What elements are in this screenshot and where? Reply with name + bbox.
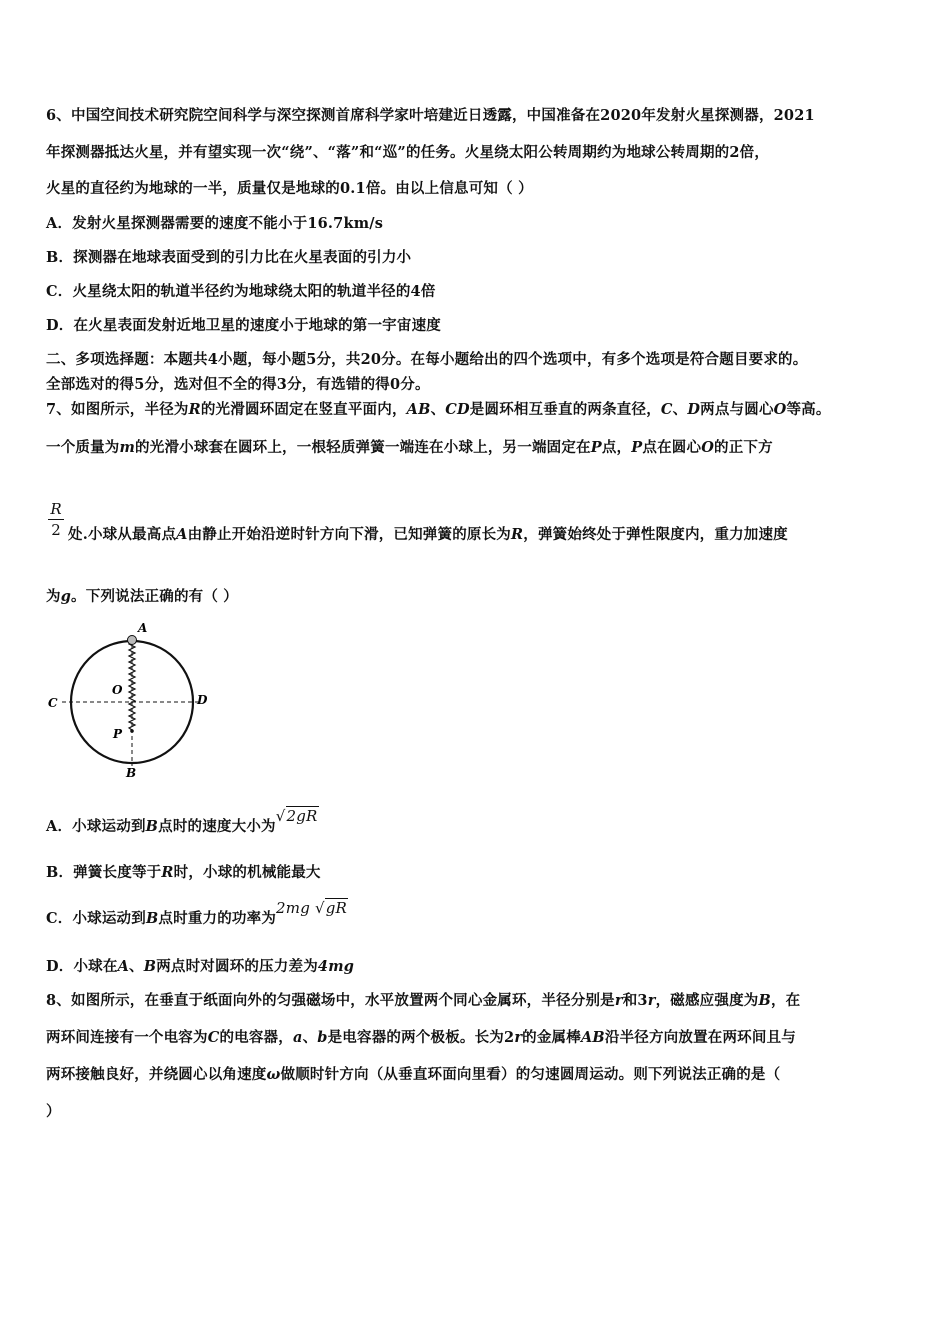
fraction-r-over-2: R 2 [46, 500, 66, 539]
label-c: C [48, 696, 58, 710]
q6-option-d: D．在火星表面发射近地卫星的速度小于地球的第一宇宙速度 [46, 317, 441, 334]
q7-option-b: B．弹簧长度等于R时，小球的机械能最大 [46, 864, 321, 881]
q7-option-d: D．小球在A、B两点时对圆环的压力差为4mg [46, 958, 355, 975]
q7-stem-line-3: 处.小球从最高点A由静止开始沿逆时针方向下滑，已知弹簧的原长为R，弹簧始终处于弹性限度内，重力加速度 [68, 526, 788, 543]
q6-stem-line-1: 6、中国空间技术研究院空间科学与深空探测首席科学家叶培建近日透露，中国准备在2020年发射火星探测器，2021 [46, 107, 815, 124]
q6-option-c: C．火星绕太阳的轨道半径约为地球绕太阳的轨道半径的4倍 [46, 283, 436, 300]
label-p: P [113, 727, 123, 741]
q8-stem-line-4: ） [46, 1103, 61, 1120]
q8-stem-line-2: 两环间连接有一个电容为C的电容器，a、b是电容器的两个极板。长为2r的金属棒AB沿半径方向放置在两环间且与 [46, 1029, 796, 1046]
q6-stem-line-2: 年探测器抵达火星，并有望实现一次“绕”、“落”和“巡”的任务。火星绕太阳公转周期约为地球公转周期的2倍， [46, 144, 770, 161]
q7-stem-line-2: 一个质量为m的光滑小球套在圆环上，一根轻质弹簧一端连在小球上，另一端固定在P点，P点在圆心O的正下方 [46, 439, 773, 456]
section2-header-line-2: 全部选对的得5分，选对但不全的得3分，有选错的得0分。 [46, 376, 430, 393]
label-b: B [126, 766, 137, 779]
point-p-dot [130, 729, 134, 733]
label-a: A [138, 621, 148, 635]
q8-stem-line-3: 两环接触良好，并绕圆心以角速度ω做顺时针方向（从垂直环面向里看）的匀速圆周运动。则下列说法正确的是（ [46, 1066, 781, 1083]
label-d: D [197, 693, 208, 707]
q7-stem-line-1: 7、如图所示，半径为R的光滑圆环固定在竖直平面内，AB、CD是圆环相互垂直的两条直径，C、D两点与圆心O等高。 [46, 401, 831, 418]
label-o: O [112, 683, 123, 697]
circle-spring-figure [40, 614, 220, 779]
q6-option-b: B．探测器在地球表面受到的引力比在火星表面的引力小 [46, 249, 412, 266]
q7-option-a: A．小球运动到B点时的速度大小为√2gR [46, 807, 318, 835]
q8-stem-line-1: 8、如图所示，在垂直于纸面向外的匀强磁场中，水平放置两个同心金属环，半径分别是r和3r，磁感应强度为B，在 [46, 992, 801, 1009]
q7-option-c: C．小球运动到B点时重力的功率为2mg √gR [46, 899, 348, 927]
ball [128, 636, 137, 645]
q6-stem-line-3: 火星的直径约为地球的一半，质量仅是地球的0.1倍。由以上信息可知（ ） [46, 180, 533, 197]
section2-header-line-1: 二、多项选择题：本题共4小题，每小题5分，共20分。在每小题给出的四个选项中，有多个选项是符合题目要求的。 [46, 351, 808, 368]
q7-stem-line-4: 为g。下列说法正确的有（ ） [46, 588, 238, 605]
q6-option-a: A．发射火星探测器需要的速度不能小于16.7km/s [46, 215, 384, 232]
